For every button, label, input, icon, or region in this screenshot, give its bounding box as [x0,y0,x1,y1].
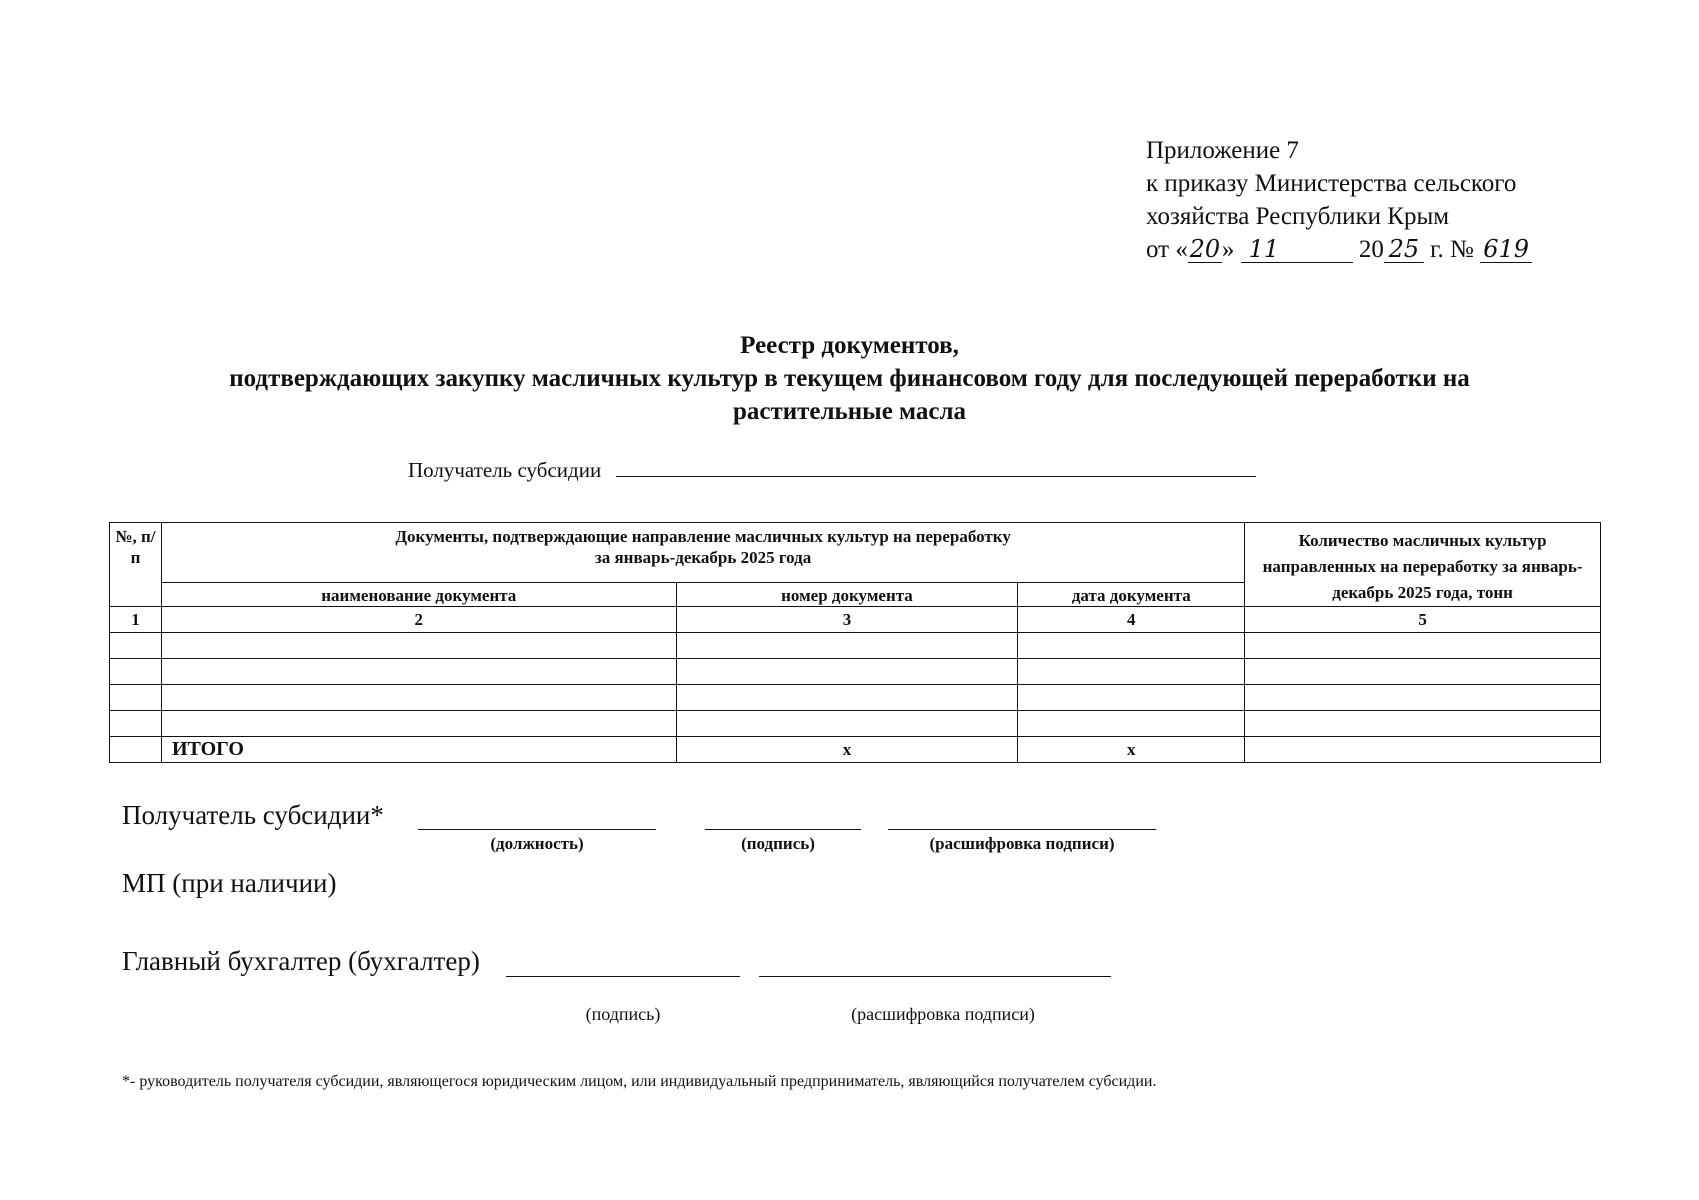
title-line-1: Реестр документов, [740,332,959,359]
table-cell[interactable] [1018,633,1245,659]
header-col-doc-number: номер документа [676,583,1018,607]
table-cell[interactable] [1245,659,1601,685]
header-col-doc-date: дата документа [1018,583,1245,607]
header-col-quantity: Количество масличных культур направленных на переработку за январь-декабрь 2025 года, тонн [1245,523,1601,607]
total-label: ИТОГО [161,737,676,763]
header-col-num: №, п/п [110,523,162,607]
table-cell [110,737,162,763]
table-cell[interactable] [161,685,676,711]
table-cell[interactable] [1018,685,1245,711]
date-year-suffix: 25 [1384,236,1424,263]
column-number-cell: 2 [161,607,676,633]
table-total-row [110,737,1601,763]
decoding-caption: (расшифровка подписи) [929,834,1115,853]
date-mid: » [1221,236,1235,263]
recipient-label: Получатель субсидии [408,458,602,482]
recipient-signature-label: Получатель субсидии* [122,800,384,830]
registry-table [109,522,1601,763]
table-cell[interactable] [110,659,162,685]
footnote: *- руководитель получателя субсидии, являющегося юридическим лицом, или индивидуальный предприниматель, являющийся получателем субсидии. [122,1073,1157,1090]
decoding-line[interactable] [888,829,1156,830]
table-cell[interactable] [676,685,1018,711]
order-number: 619 [1480,236,1532,263]
table-cell[interactable] [161,633,676,659]
header-group-line-1: Документы, подтверждающие направление масличных культур на переработку [395,527,1011,546]
column-number-cell: 4 [1018,607,1245,633]
table-row [110,685,1601,711]
accountant-decoding-line[interactable] [759,976,1111,977]
date-day: 20 [1189,235,1221,263]
date-prefix: от « [1146,236,1188,263]
signature-line[interactable] [705,829,861,830]
title-line-3: растительные масла [732,398,967,425]
accountant-decoding-caption: (расшифровка подписи) [851,1004,1035,1024]
column-number-cell: 1 [110,607,162,633]
column-number-cell: 5 [1245,607,1601,633]
table-cell[interactable] [1018,711,1245,737]
appendix-block [1146,134,1532,266]
total-quantity-cell[interactable] [1245,737,1601,763]
table-cell[interactable] [1018,659,1245,685]
table-row [110,711,1601,737]
document-title [0,329,1699,428]
appendix-line-3: хозяйства Республики Крым [1146,203,1450,230]
date-year-prefix: 20 [1358,236,1384,263]
table-cell[interactable] [110,711,162,737]
accountant-label: Главный бухгалтер (бухгалтер) [122,946,480,976]
table-column-numbers-row [110,607,1601,633]
appendix-line-2: к приказу Министерства сельского [1146,170,1517,197]
position-caption: (должность) [490,834,584,853]
position-line[interactable] [418,829,656,830]
total-x-number: х [676,737,1018,763]
header-group-documents [161,523,1244,583]
recipient-field [408,458,1256,483]
table-cell[interactable] [110,633,162,659]
appendix-line-1: Приложение 7 [1146,137,1299,164]
table-cell[interactable] [676,659,1018,685]
column-number-cell: 3 [676,607,1018,633]
table-header-row-1 [110,523,1601,583]
table-cell[interactable] [161,711,676,737]
table-row [110,659,1601,685]
header-group-line-2: за январь-декабрь 2025 года [594,548,812,567]
total-x-date: х [1018,737,1245,763]
table-cell[interactable] [110,685,162,711]
table-cell[interactable] [161,659,676,685]
title-line-2: подтверждающих закупку масличных культур в текущем финансовом году для последующей переработки на [229,365,1470,392]
stamp-label: МП (при наличии) [122,868,337,898]
appendix-date-line [1146,233,1532,266]
header-col-doc-name: наименование документа [161,583,676,607]
accountant-signature-caption: (подпись) [585,1004,661,1024]
accountant-signature-line[interactable] [506,976,740,977]
date-g-number: г. № [1430,236,1474,263]
table-row [110,633,1601,659]
date-month: 11 [1241,236,1353,263]
table-cell[interactable] [676,711,1018,737]
recipient-input-line[interactable] [616,476,1256,477]
table-cell[interactable] [1245,633,1601,659]
table-cell[interactable] [676,633,1018,659]
table-cell[interactable] [1245,711,1601,737]
signature-caption: (подпись) [741,834,815,853]
table-cell[interactable] [1245,685,1601,711]
